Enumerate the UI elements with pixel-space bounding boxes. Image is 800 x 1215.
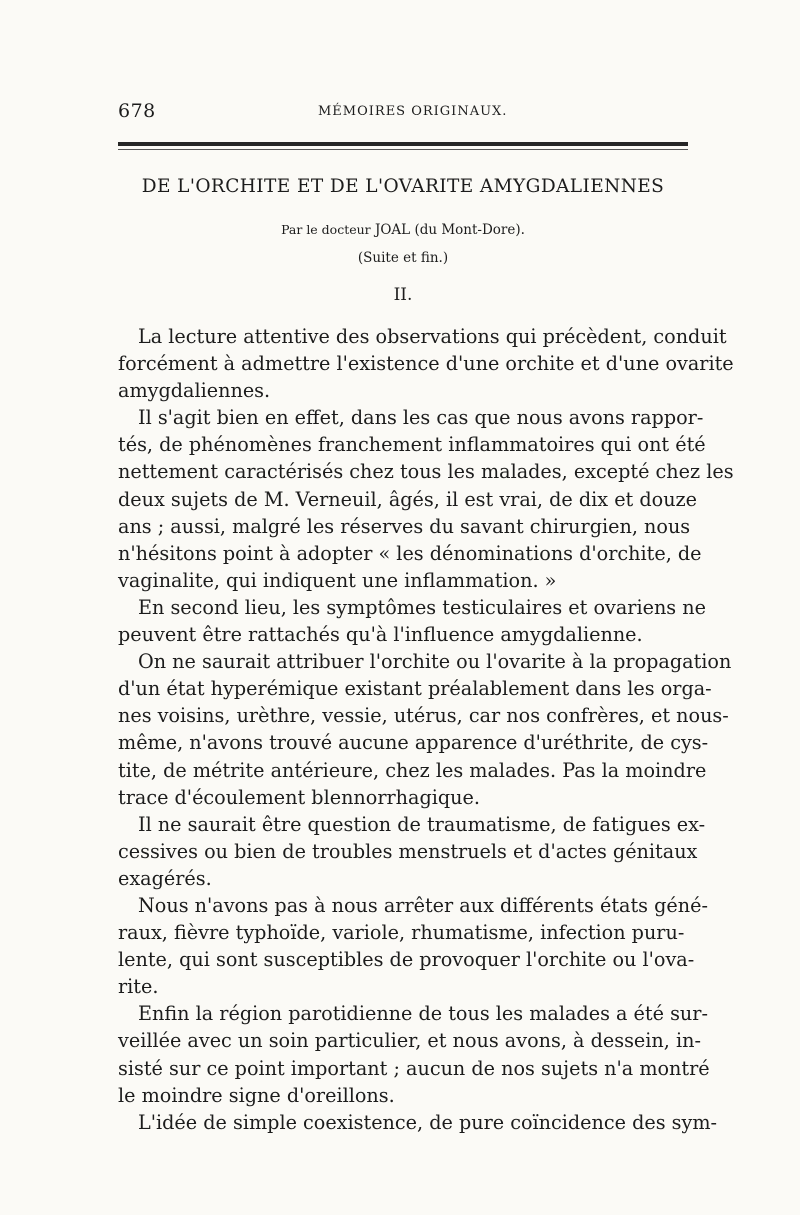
- text-line: n'hésitons point à adopter « les dénominations d'orchite, de: [118, 541, 702, 565]
- text-line: lente, qui sont susceptibles de provoquer l'orchite ou l'ova-: [118, 948, 695, 972]
- text-line: Il s'agit bien en effet, dans les cas que nous avons rappor-: [138, 406, 704, 430]
- text-line: Il ne saurait être question de traumatisme, de fatigues ex-: [138, 812, 706, 836]
- text-line: raux, fièvre typhoïde, variole, rhumatisme, infection puru-: [118, 921, 685, 945]
- text-line: peuvent être rattachés qu'à l'influence amygdalienne.: [118, 623, 643, 647]
- text-line: L'idée de simple coexistence, de pure coïncidence des sym-: [138, 1110, 718, 1134]
- text-line: veillée avec un soin particulier, et nous avons, à dessein, in-: [118, 1029, 701, 1053]
- byline-prefix: Par le docteur: [281, 222, 371, 237]
- section-number: II.: [393, 285, 413, 305]
- text-line: exagérés.: [118, 866, 212, 890]
- text-line: cessives ou bien de troubles menstruels et d'actes génitaux: [118, 839, 698, 863]
- body-text: [118, 323, 734, 1136]
- article-title: DE L'ORCHITE ET DE L'OVARITE AMYGDALIENNES: [141, 176, 665, 197]
- text-line: vaginalite, qui indiquent une inflammation. »: [118, 568, 557, 592]
- text-line: Enfin la région parotidienne de tous les malades a été sur-: [138, 1002, 708, 1026]
- text-line: même, n'avons trouvé aucune apparence d'uréthrite, de cys-: [118, 731, 709, 755]
- text-line: tés, de phénomènes franchement inflammatoires qui ont été: [118, 433, 706, 457]
- text-line: deux sujets de M. Verneuil, âgés, il est vrai, de dix et douze: [118, 487, 698, 511]
- text-line: On ne saurait attribuer l'orchite ou l'ovarite à la propagation: [138, 650, 732, 674]
- text-line: La lecture attentive des observations qui précèdent, conduit: [138, 325, 727, 348]
- text-line: ans ; aussi, malgré les réserves du savant chirurgien, nous: [118, 514, 691, 538]
- byline-author: JOAL (du Mont-Dore).: [374, 222, 525, 238]
- text-line: tite, de métrite antérieure, chez les malades. Pas la moindre: [118, 758, 707, 782]
- continued-note: (Suite et fin.): [357, 250, 449, 266]
- text-line: En second lieu, les symptômes testiculaires et ovariens ne: [138, 595, 706, 619]
- text-line: trace d'écoulement blennorrhagique.: [118, 785, 480, 809]
- page-header: [118, 100, 688, 130]
- text-line: amygdaliennes.: [118, 379, 271, 403]
- text-line: Nous n'avons pas à nous arrêter aux différents états géné-: [138, 893, 708, 917]
- header-rule-thin: [118, 149, 688, 150]
- text-line: d'un état hyperémique existant préalablement dans les orga-: [118, 677, 712, 701]
- running-title: MÉMOIRES ORIGINAUX.: [318, 104, 508, 119]
- text-line: nes voisins, urèthre, vessie, utérus, car nos confrères, et nous-: [118, 704, 729, 728]
- page-number: 678: [118, 100, 156, 122]
- text-line: nettement caractérisés chez tous les malades, excepté chez les: [118, 460, 734, 484]
- text-line: rite.: [118, 975, 159, 999]
- text-line: forcément à admettre l'existence d'une orchite et d'une ovarite: [118, 352, 734, 376]
- header-rule-thick: [118, 142, 688, 146]
- byline: [118, 222, 688, 238]
- text-line: sisté sur ce point important ; aucun de nos sujets n'a montré: [118, 1056, 710, 1080]
- text-line: le moindre signe d'oreillons.: [118, 1083, 395, 1107]
